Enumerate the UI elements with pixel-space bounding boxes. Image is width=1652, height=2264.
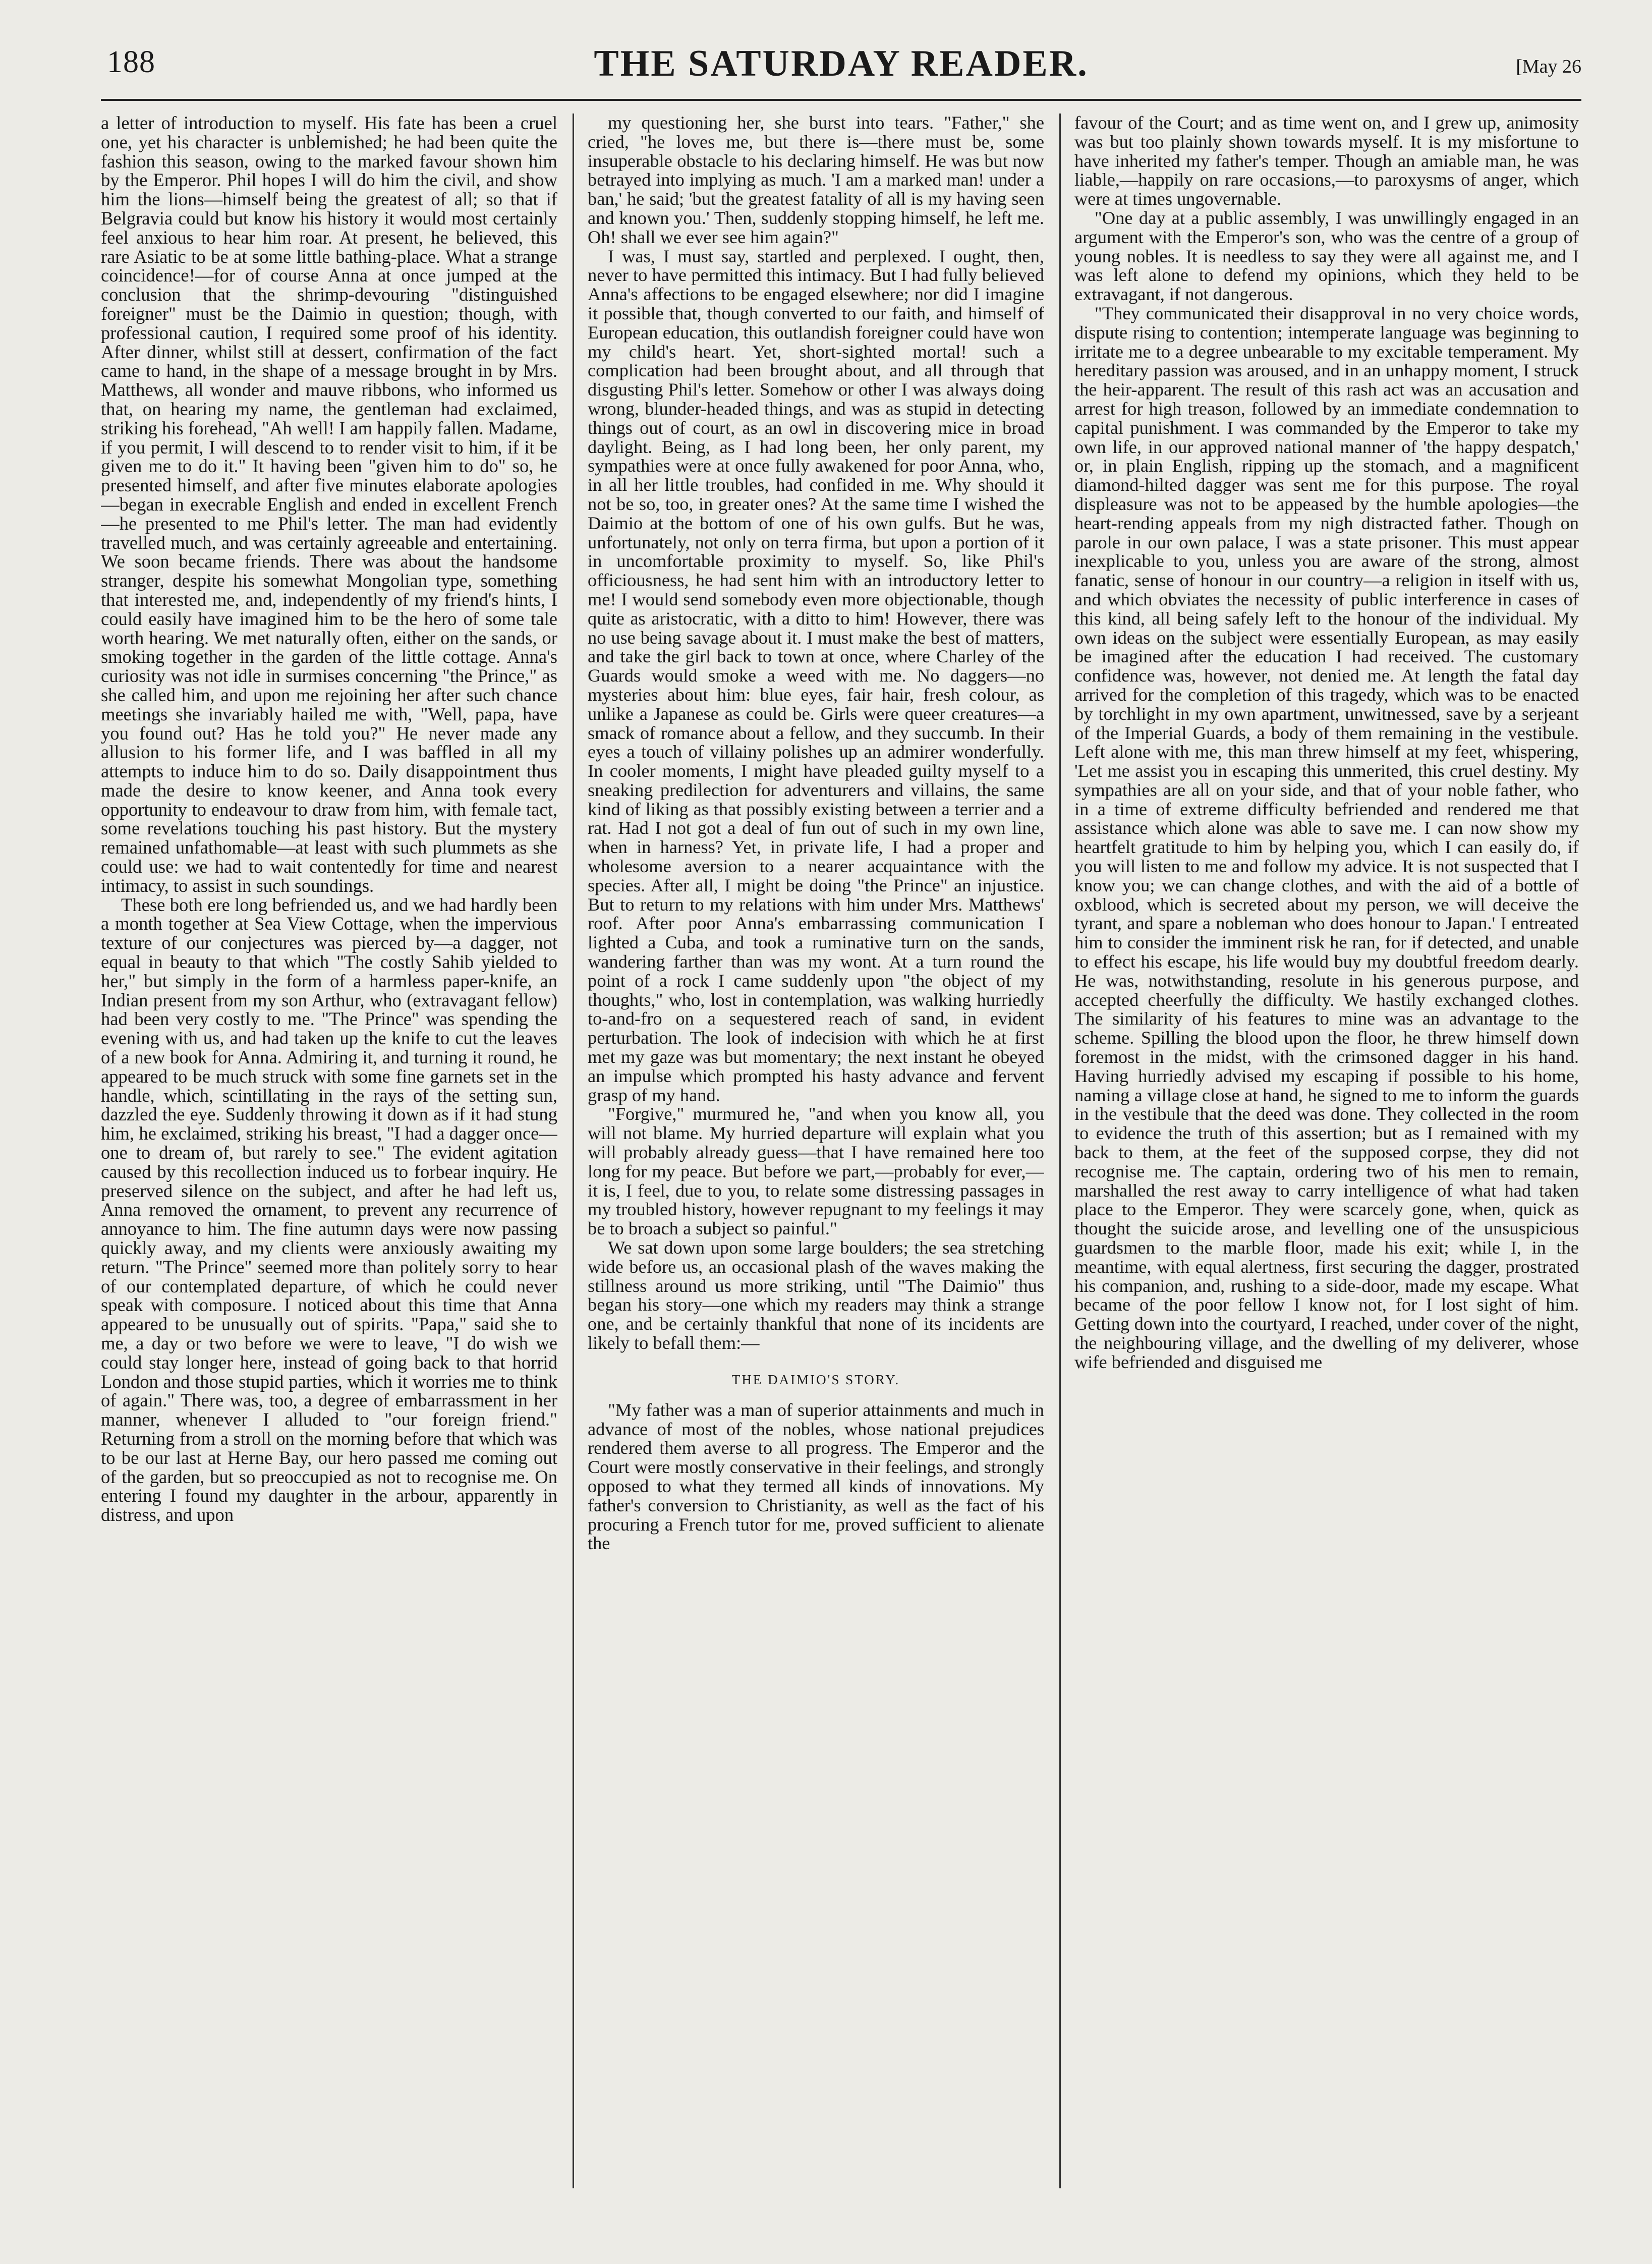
paragraph: a letter of introduction to myself. His fate has been a cruel one, yet his character is unblemished; he had been quite the fashion this season, owing to the marked favour shown him by the Emperor. Phil hopes I will do him the civil, and show him the lions—himself being the greatest of all; so that if Belgravia could but know his history it would most certainly feel anxious to hear him roar. At present, he believed, this rare Asiatic to be at some little bathing-place. What a strange coincidence!—for of course Anna at once jumped at the conclusion that the shrimp-devouring "distinguished foreigner" must be the Daimio in question; though, with professional caution, I required some proof of his identity. After dinner, whilst still at dessert, confirmation of the fact came to hand, in the shape of a message brought in by Mrs. Matthews, all wonder and mauve ribbons, who informed us that, on hearing my name, the gentleman had exclaimed, striking his forehead, "Ah well! I am happily fallen. Madame, if you permit, I will descend to to render visit to him, if it be given me to do it." It having been "given him to do" so, he presented himself, and after five minutes elaborate apologies—began in execrable English and ended in excellent French—he presented to me Phil's letter. The man had evidently travelled much, and was certainly agreeable and entertaining. We soon became friends. There was about the handsome stranger, despite his somewhat Mongolian type, something that interested me, and, independently of my friend's hints, I could easily have imagined him to be the hero of some tale worth hearing. We met naturally often, either on the sands, or smoking together in the garden of the little cottage. Anna's curiosity was not idle in surmises concerning "the Prince," as she called him, and upon me rejoining her after such chance meetings she invariably hailed me with, "Well, papa, have you found out? Has he told you?" He never made any allusion to his former life, and I was baffled in all my attempts to induce him to do so. Daily disappointment thus made the desire to know keener, and Anna took every opportunity to endeavour to draw from him, with female tact, some revelations touching his past history. But the mystery remained unfathomable—at least with such plummets as she could use: we had to wait contentedly for time and nearest intimacy, to assist in such soundings. (101, 114, 557, 896)
issue-date: [May 26 (1516, 56, 1581, 77)
article-columns (101, 114, 1581, 2188)
paragraph: "My father was a man of superior attainments and much in advance of most of the nobles, whose national prejudices rendered them averse to all progress. The Emperor and the Court were mostly conservative in their feelings, and strongly opposed to what they termed all kinds of innovations. My father's conversion to Christianity, as well as the fact of his procuring a French tutor for me, proved sufficient to alienate the (588, 1399, 1044, 1554)
paragraph: "They communicated their disapproval in no very choice words, dispute rising to contention; intemperate language was beginning to irritate me to a degree unbearable to my excitable temperament. My hereditary passion was aroused, and in an unhappy moment, I struck the heir-apparent. The result of this rash act was an accusation and arrest for high treason, followed by an immediate condemnation to capital punishment. I was commanded by the Emperor to take my own life, in our approved national manner of 'the happy despatch,' or, in plain English, ripping up the stomach, and a magnificent diamond-hilted dagger was sent me for this purpose. The royal displeasure was not to be appeased by the humble apologies—the heart-rending appeals from my nigh distracted father. Though on parole in our own palace, I was a state prisoner. This must appear inexplicable to you, unless you are aware of the strong, almost fanatic, sense of honour in our country—a religion in itself with us, and which obviates the necessity of public interference in cases of this kind, all being safely left to the honour of the individual. My own ideas on the subject were essentially European, as may easily be imagined after the education I had received. The customary confidence was, however, not denied me. At length the fatal day arrived for the completion of this tragedy, which was to be enacted by torchlight in my own apartment, unwitnessed, save by a serjeant of the Imperial Guards, a body of them remaining in the vestibule. Left alone with me, this man threw himself at my feet, whispering, 'Let me assist you in escaping this unmerited, this cruel destiny. My sympathies are all on your side, and that of your noble father, who in a time of extreme difficulty befriended and rendered me that assistance which alone was able to save me. I can now show my heartfelt gratitude to him by helping you, which I can easily do, if you will listen to me and follow my advice. It is not suspected that I know you; we can change clothes, and with the aid of a bottle of oxblood, which is secreted about my person, we will deceive the tyrant, and spare a nobleman who does honour to Japan.' I entreated him to consider the imminent risk he ran, for if detected, and unable to effect his escape, his life would buy my doubtful freedom dearly. He was, notwithstanding, resolute in his generous purpose, and accepted cheerfully the difficulty. We hastily exchanged clothes. The similarity of his features to mine was an advantage to the scheme. Spilling the blood upon the floor, he threw himself down foremost in the midst, with the crimsoned dagger in his hand. Having hurriedly advised my escaping if possible to his home, naming a village close at hand, he signed to me to inform the guards in the vestibule that the deed was done. They collected in the room to evidence the truth of this assertion; but as I remained with my back to them, at the feet of the supposed corpse, they did not recognise me. The captain, ordering two of his men to remain, marshalled the rest away to carry intelligence of what had taken place to the Emperor. They were scarcely gone, when, quick as thought the suicide arose, and levelling one of the unsuspicious guardsmen to the marble floor, made his exit; while I, in the meantime, with equal alertness, first securing the dagger, prostrated his companion, and, rushing to a side-door, made my escape. What became of the poor fellow I know not, for I lost sight of him. Getting down into the courtyard, I reached, under cover of the night, the neighbouring village, and the dwelling of my deliverer, whose wife befriended and disguised me (1074, 303, 1579, 1372)
page-number: 188 (107, 45, 155, 79)
column-2 (588, 114, 1044, 2188)
paragraph: We sat down upon some large boulders; the sea stretching wide before us, an occasional plash of the waves making the stillness around us more striking, until "The Daimio" thus began his story—one which my readers may think a strange one, and be certainly thankful that none of its incidents are likely to befall them:— (588, 1237, 1044, 1353)
column-3 (1074, 114, 1579, 2188)
page-header (101, 40, 1581, 91)
paragraph: "Forgive," murmured he, "and when you know all, you will not blame. My hurried departure will explain what you will probably already guess—that I have remained here too long for my peace. But before we part,—probably for ever,—it is, I feel, due to you, to relate some distressing passages in my troubled history, however repugnant to my feelings it may be to broach a subject so painful." (588, 1104, 1044, 1239)
header-rule (101, 99, 1581, 101)
paragraph: These both ere long befriended us, and we had hardly been a month together at Sea View Cottage, when the impervious texture of our conjectures was pierced by—a dagger, not equal in beauty to that which "The costly Sahib yielded to her," but simply in the form of a harmless paper-knife, an Indian present from my son Arthur, who (extravagant fellow) had been very costly to me. "The Prince" was spending the evening with us, and had taken up the knife to cut the leaves of a new book for Anna. Admiring it, and turning it round, he appeared to be much struck with some fine garnets set in the handle, which, scintillating in the rays of the setting sun, dazzled the eye. Suddenly throwing it down as if it had stung him, he exclaimed, striking his breast, "I had a dagger once—one to dream of, but rarely to see." The evident agitation caused by this recollection induced us to forbear inquiry. He preserved silence on the subject, and after he had left us, Anna removed the ornament, to prevent any recurrence of annoyance to him. The fine autumn days were now passing quickly away, and my clients were anxiously awaiting my return. "The Prince" seemed more than politely sorry to hear of our contemplated departure, of which he could never speak with composure. I noticed about this time that Anna appeared to be unusually out of spirits. "Papa," said she to me, a day or two before we were to leave, "I do wish we could stay longer here, instead of going back to that horrid London and those stupid parties, which it worries me to think of again." There was, too, a degree of embarrassment in her manner, whenever I alluded to "our foreign friend." Returning from a stroll on the morning before that which was to be our last at Herne Bay, our hero passed me coming out of the garden, but so preoccupied as not to recognise me. On entering I found my daughter in the arbour, apparently in distress, and upon (101, 894, 557, 1525)
paragraph: "One day at a public assembly, I was unwillingly engaged in an argument with the Emperor's son, who was the centre of a group of young nobles. It is needless to say they were all against me, and I was left alone to defend my opinions, which they held to be extravagant, if not dangerous. (1074, 207, 1579, 305)
column-divider (573, 114, 574, 2188)
masthead: THE SATURDAY READER. (594, 43, 1089, 84)
paragraph: favour of the Court; and as time went on, and I grew up, animosity was but too plainly shown towards myself. It is my misfortune to have inherited my father's temper. Though an amiable man, he was liable,—happily on rare occasions,—to paroxysms of anger, which were at times ungovernable. (1074, 114, 1579, 209)
column-divider (1059, 114, 1061, 2188)
paragraph: my questioning her, she burst into tears. "Father," she cried, "he loves me, but there is—there must be, some insuperable obstacle to his declaring himself. He was but now betrayed into implying as much. 'I am a marked man! under a ban,' he said; 'but the greatest fatality of all is my having seen and known you.' Then, suddenly stopping himself, he left me. Oh! shall we ever see him again?" (588, 114, 1044, 247)
section-heading: THE DAIMIO'S STORY. (731, 1372, 900, 1387)
column-1 (101, 114, 557, 2188)
paragraph: I was, I must say, startled and perplexed. I ought, then, never to have permitted this intimacy. But I had fully believed Anna's affections to be engaged elsewhere; nor did I imagine it possible that, though converted to our faith, and himself of European education, this outlandish foreigner could have won my child's heart. Yet, short-sighted mortal! such a complication had been brought about, and all through that disgusting Phil's letter. Somehow or other I was always doing wrong, blunder-headed things, and was as stupid in detecting things out of court, as an owl in discovering mice in broad daylight. Being, as I had long been, her only parent, my sympathies were at once fully awakened for poor Anna, who, in all her little troubles, had confided in me. Why should it not be so, too, in greater ones? At the same time I wished the Daimio at the bottom of one of his own gulfs. But he was, unfortunately, not only on terra firma, but upon a portion of it in uncomfortable proximity to myself. So, like Phil's officiousness, he had sent him with an introductory letter to me! I would send somebody even more objectionable, though quite as aristocratic, with a ditto to him! However, there was no use being savage about it. I must make the best of matters, and take the girl back to town at once, where Charley of the Guards would smoke a weed with me. No daggers—no mysteries about him: blue eyes, fair hair, fresh colour, as unlike a Japanese as could be. Girls were queer creatures—a smack of romance about a fellow, and they succumb. In their eyes a touch of villainy polishes up an admirer wonderfully. In cooler moments, I might have pleaded guilty myself to a sneaking predilection for adventurers and villains, the same kind of liking as that possibly existing between a terrier and a rat. Had I not got a deal of fun out of such in my own line, when in harness? Yet, in private life, I had a proper and wholesome aversion to a nearer acquaintance with the species. After all, I might be doing "the Prince" an injustice. But to return to my relations with him under Mrs. Matthews' roof. After poor Anna's embarrassing communication I lighted a Cuba, and took a ruminative turn on the sands, wandering farther than was my wont. At a turn round the point of a rock I came suddenly upon "the object of my thoughts," who, lost in contemplation, was walking hurriedly to-and-fro on a sequestered reach of sand, in evident perturbation. The look of indecision with which he at first met my gaze was but momentary; the next instant he obeyed an impulse which prompted his hasty advance and fervent grasp of my hand. (588, 246, 1044, 1105)
